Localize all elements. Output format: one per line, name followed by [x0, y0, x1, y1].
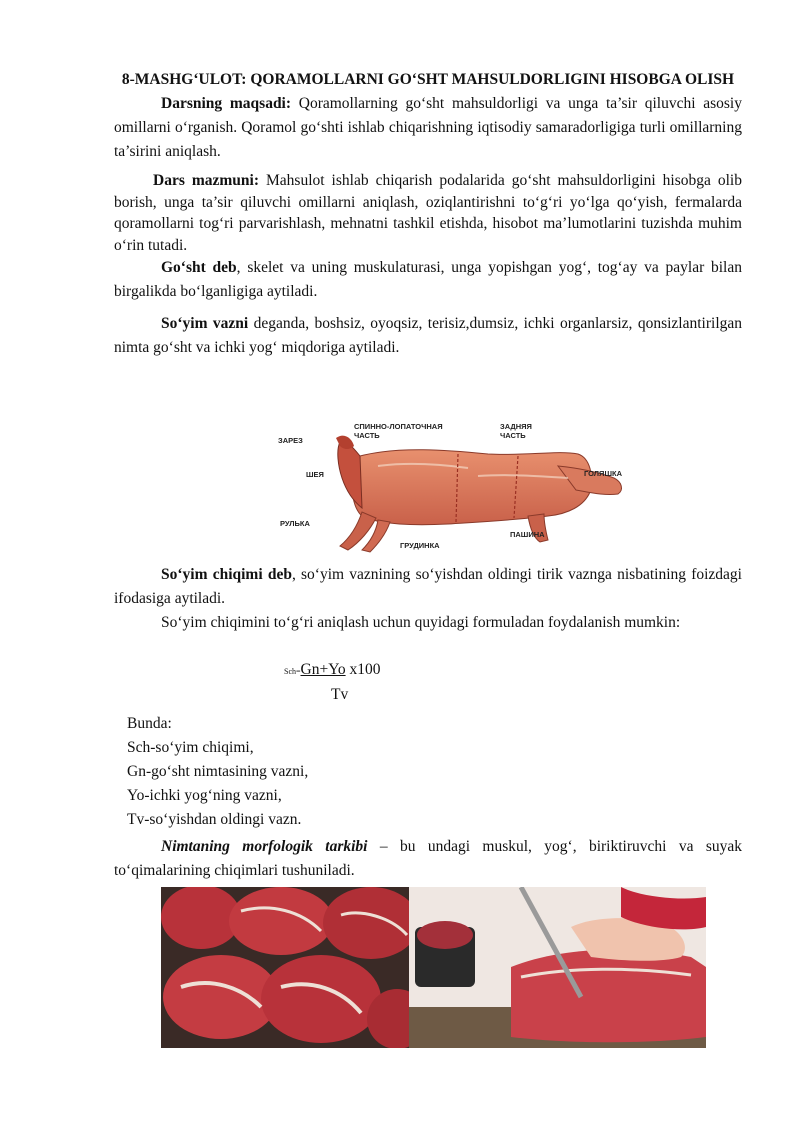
formula-numerator: Gn+Yo	[300, 661, 346, 678]
text-mazmuni: Mahsulot ishlab chiqarish podalarida go‘sht mahsuldorligini hisobga olib borish, unga ta’sir qiluvchi omillarni aniqlash, oziqlantirishni to‘g‘ri yo‘lga qo‘yish, fermalarda qoramollarni tog‘ri parvarishlash, mehnatni tashkil etishda, hisobot ma’lumotlarini tuzishda muhim o‘rin tutadi.	[114, 172, 742, 254]
label-gosht: Go‘sht deb	[161, 259, 237, 276]
text-soyim-vazni: deganda, boshsiz, oyoqsiz, terisiz,dumsiz, ichki organlarsiz, qonsizlantirilgan nimta go‘sht va ichki yog‘ miqdoriga aytiladi.	[114, 315, 743, 356]
label-morfologik: Nimtaning morfologik tarkibi	[161, 838, 368, 855]
formula-prefix: Sch=	[284, 667, 301, 676]
formula-denominator: Tv	[331, 686, 349, 703]
label-golyashka: ГОЛЯШКА	[584, 469, 622, 478]
label-maqsad: Darsning maqsadi:	[161, 95, 292, 112]
paragraph-soyim-chiqimi	[114, 563, 742, 611]
text-gosht: , skelet va uning muskulaturasi, unga yopishgan yog‘, tog‘ay va paylar bilan birgalikda bo‘lganligiga aytiladi.	[114, 259, 742, 300]
definition-item: Sch-so‘yim chiqimi,	[127, 739, 254, 756]
definition-item: Gn-go‘sht nimtasining vazni,	[127, 763, 309, 780]
carcass-illustration	[278, 416, 634, 558]
text-soyim-chiqimi: , so‘yim vaznining so‘yishdan oldingi tirik vaznga nisbatining foizdagi ifodasiga aytiladi.	[114, 566, 742, 607]
label-spinno-2: ЧАСТЬ	[354, 431, 380, 440]
label-zadnyaya-2: ЧАСТЬ	[500, 431, 526, 440]
text-morfologik: – bu undagi muskul, yog‘, biriktiruvchi va suyak to‘qimalarining chiqimlari tushuniladi.	[114, 838, 742, 879]
meat-photos	[161, 887, 706, 1048]
paragraph-maqsad	[114, 92, 742, 164]
paragraph-morfologik	[114, 835, 742, 883]
paragraph-mazmuni	[114, 170, 742, 256]
paragraph-soyim-vazni	[114, 312, 742, 360]
document-body-2	[114, 563, 742, 635]
formula-multiplier: x100	[345, 661, 381, 678]
label-soyim-vazni: So‘yim vazni	[161, 315, 249, 332]
meat-photo-illustration	[161, 887, 706, 1048]
definitions-list	[127, 712, 308, 832]
definition-item: Tv-so‘yishdan oldingi vazn.	[127, 811, 302, 828]
formula	[284, 661, 380, 679]
label-mazmuni: Dars mazmuni:	[153, 172, 260, 189]
label-pashina: ПАШИНА	[510, 530, 545, 539]
label-zadnyaya: ЗАДНЯЯ	[500, 422, 532, 431]
paragraph-formula-intro: So‘yim chiqimini to‘g‘ri aniqlash uchun quyidagi formuladan foydalanish mumkin:	[161, 614, 681, 631]
paragraph-gosht	[114, 256, 742, 304]
carcass-cuts-diagram	[278, 416, 634, 558]
document-body-3	[114, 835, 742, 883]
document-body	[114, 70, 742, 360]
label-sheya: ШЕЯ	[306, 470, 324, 479]
label-soyim-chiqimi: So‘yim chiqimi deb	[161, 566, 292, 583]
page-title: 8-MASHG‘ULOT: QORAMOLLARNI GO‘SHT MAHSULDORLIGINI HISOBGA OLISH	[121, 71, 735, 88]
definition-item: Bunda:	[127, 715, 172, 732]
label-zarez: ЗАРЕЗ	[278, 436, 303, 445]
label-spinno: СПИННО-ЛОПАТОЧНАЯ	[354, 422, 443, 431]
label-grudinka: ГРУДИНКА	[400, 541, 440, 550]
definition-item: Yo-ichki yog‘ning vazni,	[127, 787, 282, 804]
label-rulka: РУЛЬКА	[280, 519, 310, 528]
text-maqsad: Qoramollarning go‘sht mahsuldorligi va unga ta’sir qiluvchi asosiy omillarni o‘rganish. Qoramol go‘shti ishlab chiqarishning iqtisodiy samaradorligiga turli omillarning ta’sirini aniqlash.	[114, 95, 742, 160]
